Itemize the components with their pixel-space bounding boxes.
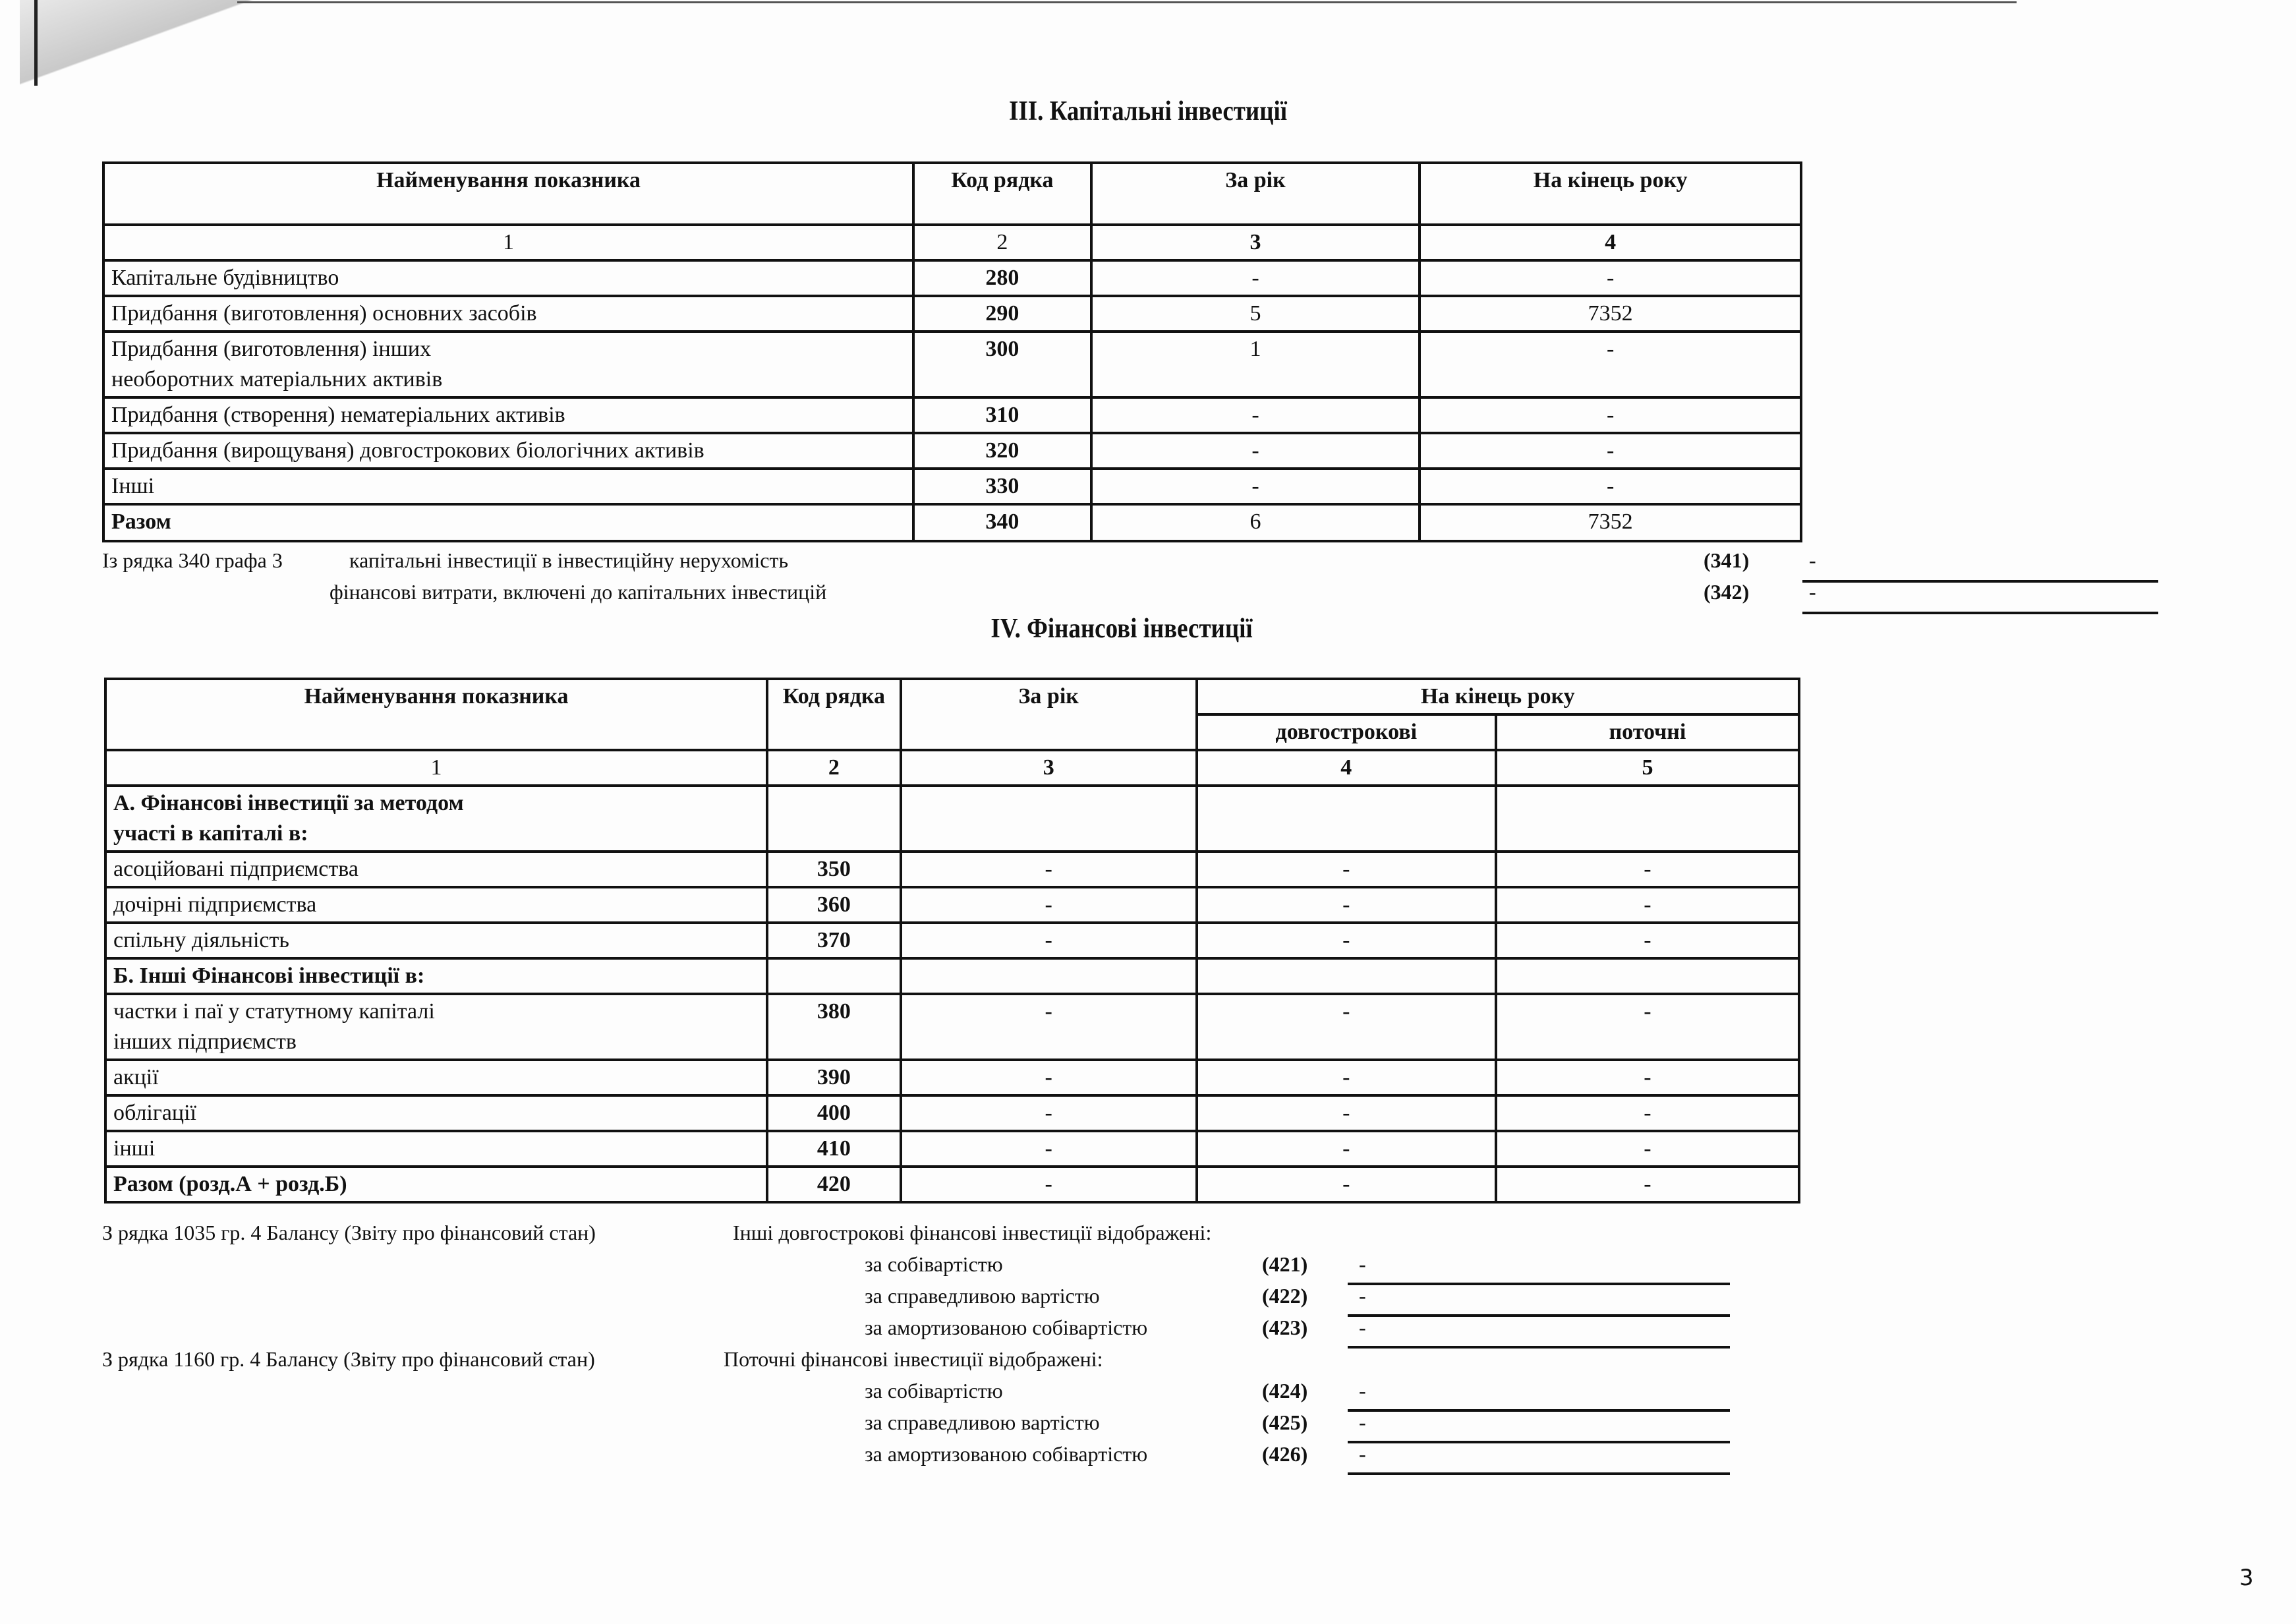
table-row (103, 469, 1801, 504)
row-name: акції (105, 1060, 767, 1095)
note-341-label: капітальні інвестиції в інвестиційну нерухомість (349, 548, 789, 572)
item-424-label: за собівартістю (865, 1379, 1003, 1403)
row-long-term: - (1197, 1131, 1496, 1167)
row-end: 7352 (1420, 296, 1801, 332)
table-row (105, 1060, 1799, 1095)
row-code: 300 (913, 332, 1091, 397)
row-name: облігації (105, 1095, 767, 1131)
row-name: інші (105, 1131, 767, 1167)
col-number: 3 (901, 750, 1197, 786)
row-current: - (1496, 1167, 1799, 1202)
capital-investments-table (102, 161, 1802, 542)
item-421-underline (1348, 1283, 1730, 1285)
note-342-label: фінансові витрати, включені до капітальних інвестицій (330, 580, 827, 604)
footnote-2-source: З рядка 1160 гр. 4 Балансу (Звіту про фінансовий стан) (102, 1347, 595, 1371)
row-current: - (1496, 1060, 1799, 1095)
row-year: - (1091, 397, 1420, 433)
footnote-1-heading: Інші довгострокові фінансові інвестиції відображені: (733, 1221, 1212, 1244)
note-341-underline (1802, 580, 2158, 583)
row-name: асоційовані підприємства (105, 852, 767, 887)
header-code: Код рядка (767, 679, 901, 750)
row-current: - (1496, 1095, 1799, 1131)
item-423-underline (1348, 1346, 1730, 1348)
row-year: - (901, 887, 1197, 923)
row-code: 400 (767, 1095, 901, 1131)
item-421-code: (421) (1262, 1252, 1308, 1276)
header-year: За рік (1091, 163, 1420, 225)
table-row (105, 852, 1799, 887)
note-341-value: - (1809, 548, 1816, 572)
header-end-of-year: На кінець року (1197, 679, 1799, 714)
row-year: - (901, 1131, 1197, 1167)
header-name: Найменування показника (105, 679, 767, 750)
row-name: частки і паї у статутному капіталі інших підприємств (105, 994, 767, 1060)
row-long-term: - (1197, 887, 1496, 923)
col-number: 1 (103, 225, 913, 260)
item-421-label: за собівартістю (865, 1252, 1003, 1276)
row-year: - (901, 1060, 1197, 1095)
row-current: - (1496, 994, 1799, 1060)
row-name: Інші (103, 469, 913, 504)
row-current: - (1496, 887, 1799, 923)
item-423-code: (423) (1262, 1316, 1308, 1339)
row-name: Придбання (створення) нематеріальних активів (103, 397, 913, 433)
item-422-value: - (1359, 1284, 1366, 1308)
row-year: - (901, 1167, 1197, 1202)
row-year: - (901, 994, 1197, 1060)
footnote-2-heading: Поточні фінансові інвестиції відображені: (724, 1347, 1103, 1371)
table-row (105, 994, 1799, 1060)
table-row (103, 296, 1801, 332)
row-code: 370 (767, 923, 901, 958)
row-code: 340 (913, 504, 1091, 541)
row-code: 380 (767, 994, 901, 1060)
col-number: 2 (767, 750, 901, 786)
scan-artifact (20, 0, 257, 99)
row-year: - (1091, 433, 1420, 469)
table-row-total (103, 504, 1801, 541)
note-prefix: Із рядка 340 графа 3 (102, 548, 283, 572)
group-row-a (105, 786, 1799, 852)
header-long-term: довгострокові (1197, 714, 1496, 750)
item-422-code: (422) (1262, 1284, 1308, 1308)
note-341-code: (341) (1704, 548, 1750, 572)
row-long-term: - (1197, 1095, 1496, 1131)
col-number: 4 (1197, 750, 1496, 786)
row-name: Придбання (виготовлення) інших необоротних матеріальних активів (103, 332, 913, 397)
row-name: Разом (103, 504, 913, 541)
row-name: Придбання (виготовлення) основних засобів (103, 296, 913, 332)
table-row (103, 397, 1801, 433)
row-code: 280 (913, 260, 1091, 296)
row-current: - (1496, 1131, 1799, 1167)
item-426-code: (426) (1262, 1442, 1308, 1466)
table-row-total (105, 1167, 1799, 1202)
row-code: 420 (767, 1167, 901, 1202)
row-current: - (1496, 852, 1799, 887)
row-end: - (1420, 397, 1801, 433)
header-code: Код рядка (913, 163, 1091, 225)
row-code: 410 (767, 1131, 901, 1167)
item-424-value: - (1359, 1379, 1366, 1403)
item-425-value: - (1359, 1410, 1366, 1434)
scan-top-line (237, 1, 2017, 3)
table-row (105, 923, 1799, 958)
header-name: Найменування показника (103, 163, 913, 225)
row-long-term: - (1197, 923, 1496, 958)
header-end: На кінець року (1420, 163, 1801, 225)
item-424-code: (424) (1262, 1379, 1308, 1403)
row-end: - (1420, 469, 1801, 504)
item-422-label: за справедливою вартістю (865, 1284, 1100, 1308)
row-long-term: - (1197, 994, 1496, 1060)
table-row (105, 887, 1799, 923)
financial-investments-table (104, 678, 1800, 1204)
row-end: - (1420, 332, 1801, 397)
row-code: 350 (767, 852, 901, 887)
col-number: 4 (1420, 225, 1801, 260)
row-name: Придбання (вирощуваня) довгострокових біологічних активів (103, 433, 913, 469)
row-name: спільну діяльність (105, 923, 767, 958)
table-row (103, 260, 1801, 296)
row-year: - (901, 923, 1197, 958)
row-long-term: - (1197, 852, 1496, 887)
row-end: - (1420, 260, 1801, 296)
scan-edge (34, 0, 38, 86)
col-number: 3 (1091, 225, 1420, 260)
row-end: 7352 (1420, 504, 1801, 541)
row-year: 5 (1091, 296, 1420, 332)
row-name: дочірні підприємства (105, 887, 767, 923)
row-long-term: - (1197, 1060, 1496, 1095)
note-342-value: - (1809, 580, 1816, 604)
row-year: - (901, 1095, 1197, 1131)
row-end: - (1420, 433, 1801, 469)
row-name: Б. Інші Фінансові інвестиції в: (105, 958, 767, 994)
row-code: 390 (767, 1060, 901, 1095)
item-424-underline (1348, 1409, 1730, 1412)
header-year: За рік (901, 679, 1197, 750)
row-year: 6 (1091, 504, 1420, 541)
group-row-b (105, 958, 1799, 994)
item-421-value: - (1359, 1252, 1366, 1276)
table-row (105, 1095, 1799, 1131)
col-number: 1 (105, 750, 767, 786)
row-year: 1 (1091, 332, 1420, 397)
row-code: 310 (913, 397, 1091, 433)
footnote-1-source: З рядка 1035 гр. 4 Балансу (Звіту про фінансовий стан) (102, 1221, 596, 1244)
table-row (103, 332, 1801, 397)
table-row (103, 433, 1801, 469)
item-423-label: за амортизованою собівартістю (865, 1316, 1148, 1339)
row-year: - (901, 852, 1197, 887)
row-code: 290 (913, 296, 1091, 332)
header-current: поточні (1496, 714, 1799, 750)
col-number: 5 (1496, 750, 1799, 786)
item-422-underline (1348, 1314, 1730, 1317)
section-4-title: IV. Фінансові інвестиції (990, 614, 1253, 644)
col-number: 2 (913, 225, 1091, 260)
item-426-label: за амортизованою собівартістю (865, 1442, 1148, 1466)
item-425-label: за справедливою вартістю (865, 1410, 1100, 1434)
row-code: 330 (913, 469, 1091, 504)
row-code: 360 (767, 887, 901, 923)
row-name: Разом (розд.А + розд.Б) (105, 1167, 767, 1202)
row-code: 320 (913, 433, 1091, 469)
item-425-code: (425) (1262, 1410, 1308, 1434)
row-year: - (1091, 260, 1420, 296)
row-current: - (1496, 923, 1799, 958)
row-name: А. Фінансові інвестиції за методом участі в капіталі в: (105, 786, 767, 852)
item-426-value: - (1359, 1442, 1366, 1466)
row-long-term: - (1197, 1167, 1496, 1202)
row-year: - (1091, 469, 1420, 504)
page-number: 3 (2239, 1565, 2254, 1591)
item-423-value: - (1359, 1316, 1366, 1339)
item-426-underline (1348, 1472, 1730, 1475)
note-342-code: (342) (1704, 580, 1750, 604)
item-425-underline (1348, 1441, 1730, 1443)
section-3-title: III. Капітальні інвестиції (1008, 96, 1288, 127)
row-name: Капітальне будівництво (103, 260, 913, 296)
table-row (105, 1131, 1799, 1167)
